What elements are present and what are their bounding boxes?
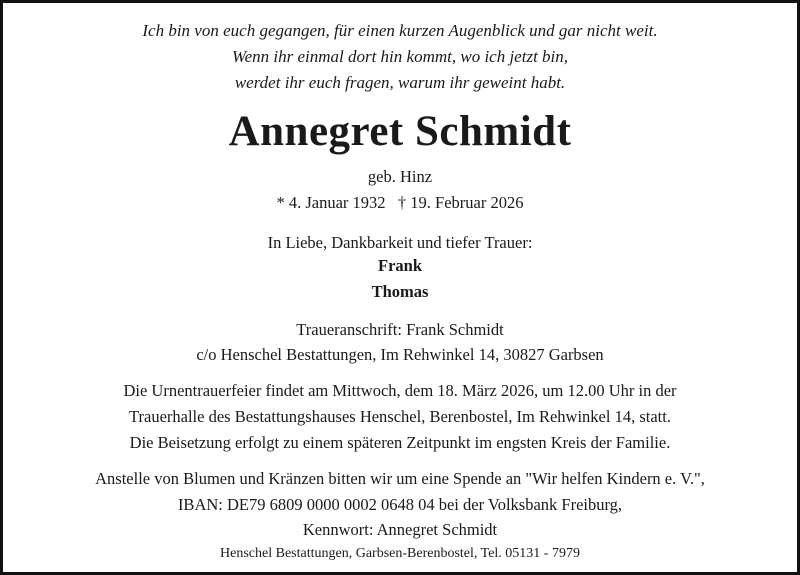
donation-line-1: Anstelle von Blumen und Kränzen bitten wir um eine Spende an "Wir helfen Kindern e. V.", (95, 469, 705, 488)
maiden-name: geb. Hinz (367, 167, 433, 186)
mourner-name-1: Frank (377, 256, 422, 275)
ceremony-line-3: Die Beisetzung erfolgt zu einem späteren Zeitpunkt im engsten Kreis der Familie. (129, 433, 671, 452)
donation-line-3: Kennwort: Annegret Schmidt (302, 520, 498, 539)
funeral-home-footer: Henschel Bestattungen, Garbsen-Berenbostel, Tel. 05131 - 7979 (220, 546, 580, 561)
poem-line-3: werdet ihr euch fragen, warum ihr geweint habt. (234, 73, 566, 92)
donation-line-2: IBAN: DE79 6809 0000 0002 0648 04 bei der Volksbank Freiburg, (177, 495, 623, 514)
deceased-name: Annegret Schmidt (228, 108, 572, 155)
poem-line-1: Ich bin von euch gegangen, für einen kurzen Augenblick und gar nicht weit. (142, 21, 658, 40)
address-line-1: Traueranschrift: Frank Schmidt (296, 320, 504, 339)
obituary-content (3, 3, 797, 572)
ceremony-line-2: Trauerhalle des Bestattungshauses Henschel, Berenbostel, Im Rehwinkel 14, statt. (129, 407, 671, 426)
mourners-intro: In Liebe, Dankbarkeit und tiefer Trauer: (267, 233, 533, 252)
life-dates: * 4. Januar 1932 † 19. Februar 2026 (276, 193, 524, 212)
mourner-name-2: Thomas (371, 282, 429, 301)
poem-line-2: Wenn ihr einmal dort hin kommt, wo ich jetzt bin, (231, 47, 569, 66)
ceremony-line-1: Die Urnentrauerfeier findet am Mittwoch, dem 18. März 2026, um 12.00 Uhr in der (123, 381, 677, 400)
address-line-2: c/o Henschel Bestattungen, Im Rehwinkel 14, 30827 Garbsen (196, 345, 604, 364)
